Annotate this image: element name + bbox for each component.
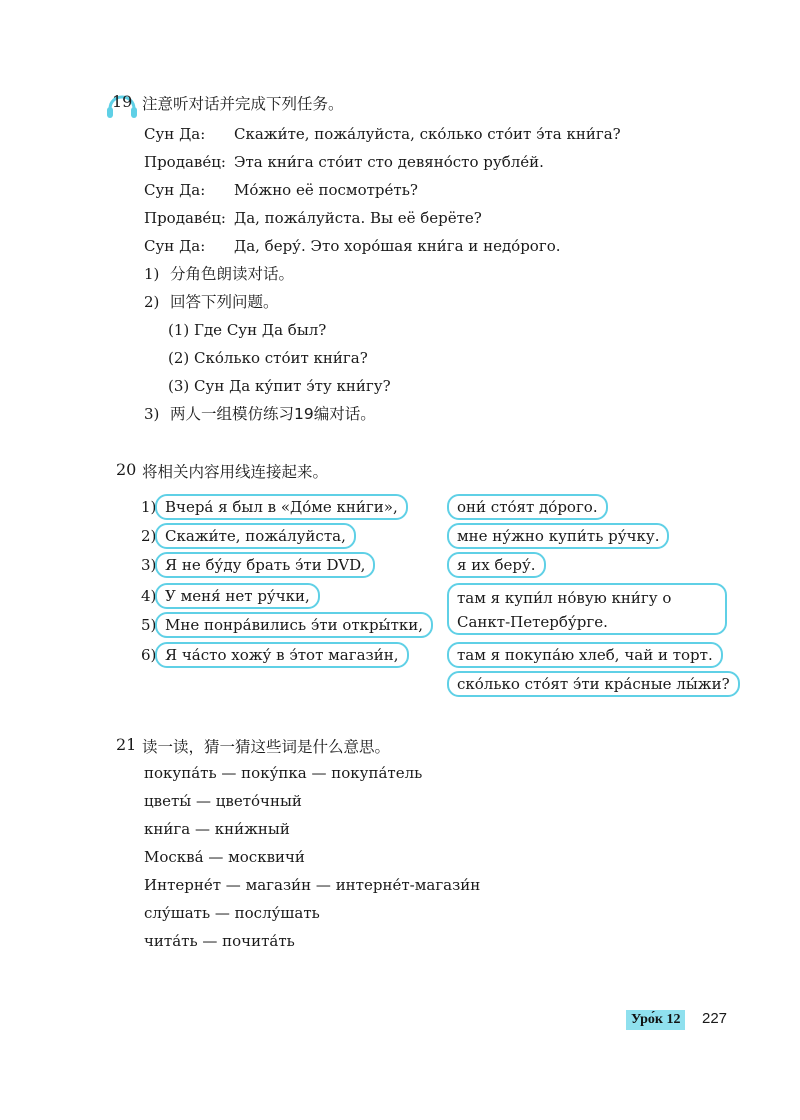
speaker: Сун Да: [144, 237, 206, 255]
speaker: Сун Да: [144, 125, 206, 143]
match-item-right[interactable]: ско́лько сто́ят э́ти кра́сные лы́жи? [447, 671, 740, 697]
utterance: Скажи́те, пожа́луйста, ско́лько сто́ит э́та кни́га? [234, 125, 621, 143]
match-item-left[interactable]: Мне понра́вились э́ти откры́тки, [155, 612, 433, 638]
task-1: 1) 分角色朗读对话。 [144, 265, 295, 283]
dialogue-line [144, 148, 544, 176]
dialogue-line [144, 204, 482, 232]
match-item-left[interactable]: Я ча́сто хожу́ в э́тот магази́н, [155, 642, 409, 668]
dialogue-line [144, 232, 561, 260]
item-number: 5) [141, 616, 157, 634]
exercise-19-number: 19 [112, 92, 133, 111]
exercise-21-instruction: 读一读，猜一猜这些词是什么意思。 [142, 738, 391, 756]
exercise-20-instruction: 将相关内容用线连接起来。 [142, 463, 329, 481]
item-number: 3) [141, 556, 157, 574]
question: (1) Где Сун Да был? [168, 321, 327, 339]
exercise-19-instruction: 注意听对话并完成下列任务。 [142, 95, 344, 113]
item-number: 2) [141, 527, 157, 545]
word-family: кни́га — кни́жный [144, 820, 290, 838]
match-item-right[interactable]: они́ сто́ят до́рого. [447, 494, 608, 520]
dialogue-line [144, 120, 621, 148]
match-item-left[interactable]: Я не бу́ду брать э́ти DVD, [155, 552, 375, 578]
page-number: 227 [702, 1010, 728, 1027]
utterance: Эта кни́га сто́ит сто девяно́сто рубле́й. [234, 153, 544, 171]
utterance: Да, пожа́луйста. Вы её берёте? [234, 209, 482, 227]
task-2: 2) 回答下列问题。 [144, 293, 279, 311]
word-family: Москва́ — москвичи́ [144, 848, 305, 866]
question: (2) Ско́лько сто́ит кни́га? [168, 349, 368, 367]
match-item-left[interactable]: Скажи́те, пожа́луйста, [155, 523, 356, 549]
word-family: покупа́ть — поку́пка — покупа́тель [144, 764, 423, 782]
lesson-badge: Уро́к 12 [626, 1010, 685, 1030]
utterance: Да, беру́. Это хоро́шая кни́га и недо́рого. [234, 237, 561, 255]
word-family: Интерне́т — магази́н — интерне́т-магази́н [144, 876, 481, 894]
match-item-right[interactable]: там я купи́л но́вую кни́гу о Санкт-Петербу́рге. [447, 583, 727, 635]
item-number: 1) [141, 498, 157, 516]
word-family: слу́шать — послу́шать [144, 904, 320, 922]
question: (3) Сун Да ку́пит э́ту кни́гу? [168, 377, 391, 395]
word-family: цветы́ — цвето́чный [144, 792, 302, 810]
item-number: 6) [141, 646, 157, 664]
utterance: Мо́жно её посмотре́ть? [234, 181, 418, 199]
speaker: Продаве́ц: [144, 153, 226, 171]
match-item-left[interactable]: У меня́ нет ру́чки, [155, 583, 320, 609]
exercise-20-number: 20 [116, 460, 137, 479]
speaker: Сун Да: [144, 181, 206, 199]
match-item-right[interactable]: я их беру́. [447, 552, 546, 578]
match-item-right[interactable]: там я покупа́ю хлеб, чай и торт. [447, 642, 723, 668]
task-3: 3) 两人一组模仿练习19编对话。 [144, 405, 376, 423]
match-item-right[interactable]: мне ну́жно купи́ть ру́чку. [447, 523, 669, 549]
word-family: чита́ть — почита́ть [144, 932, 295, 950]
dialogue-line [144, 176, 418, 204]
exercise-21-number: 21 [116, 735, 137, 754]
match-item-left[interactable]: Вчера́ я был в «До́ме кни́ги», [155, 494, 408, 520]
item-number: 4) [141, 587, 157, 605]
speaker: Продаве́ц: [144, 209, 226, 227]
